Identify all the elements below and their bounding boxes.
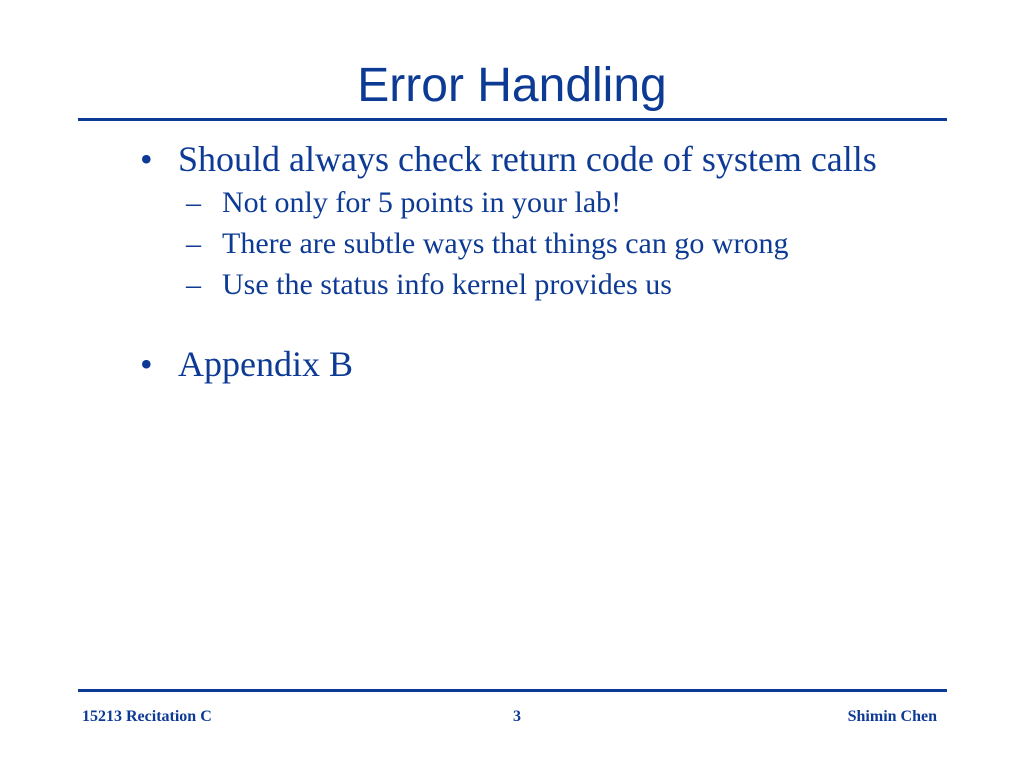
sub-bullet-item <box>186 182 940 223</box>
bullet-item <box>140 345 940 383</box>
footer-divider <box>78 689 947 692</box>
dash-marker: – <box>186 268 201 301</box>
footer-author: Shimin Chen <box>847 708 937 725</box>
sub-bullet-text: Use the status info kernel provides us <box>222 268 672 301</box>
dash-marker: – <box>186 186 201 219</box>
footer-page-number: 3 <box>513 708 521 725</box>
title-divider <box>78 118 947 121</box>
sub-bullet-text: There are subtle ways that things can go wrong <box>222 227 789 260</box>
sub-bullet-list <box>186 182 940 305</box>
bullet-marker: • <box>140 344 153 384</box>
bullet-text: Appendix B <box>178 344 353 384</box>
slide-title: Error Handling <box>357 59 667 112</box>
bullet-marker: • <box>140 139 153 179</box>
bullet-item <box>140 140 940 178</box>
slide-body <box>140 136 940 383</box>
sub-bullet-text: Not only for 5 points in your lab! <box>222 186 622 219</box>
sub-bullet-item <box>186 223 940 264</box>
dash-marker: – <box>186 227 201 260</box>
footer-course: 15213 Recitation C <box>82 708 212 725</box>
bullet-text: Should always check return code of system calls <box>178 139 877 179</box>
sub-bullet-item <box>186 264 940 305</box>
